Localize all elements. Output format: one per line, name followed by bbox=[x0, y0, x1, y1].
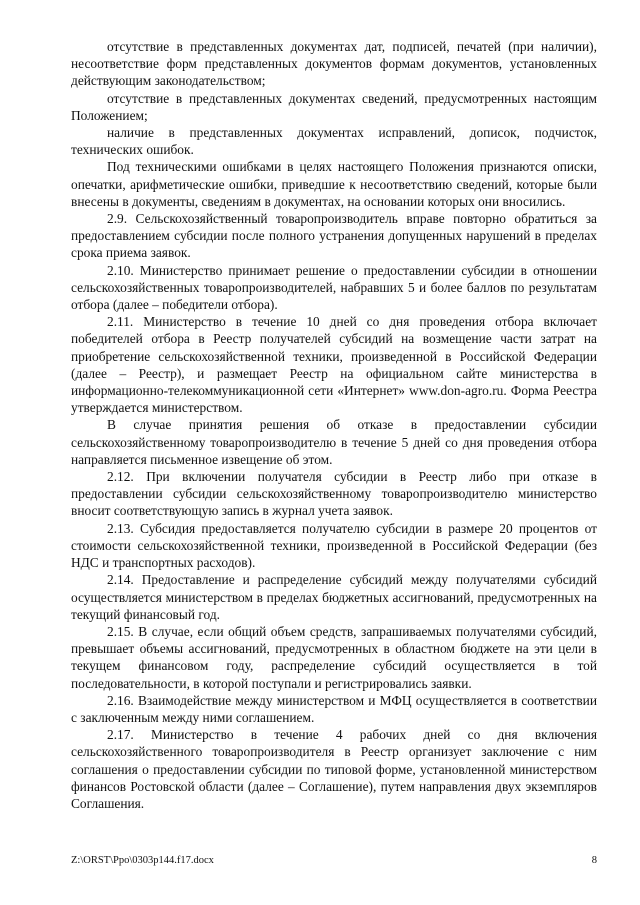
paragraph-missing-dates: отсутствие в представленных документах дат, подписей, печатей (при наличии), несоответствие форм представленных документов формам документов, установленных действующим законодательством; bbox=[71, 39, 597, 89]
clause-2-15: 2.15. В случае, если общий объем средств, запрашиваемых получателями субсидий, превышает объемы ассигнований, предусмотренных в областном бюджете на эти цели в текущем финансовом году, распределение субсидий осуществляется в той последовательности, в которой поступали и регистрировались заявки. bbox=[71, 623, 597, 691]
clause-2-11: 2.11. Министерство в течение 10 дней со дня проведения отбора включает победителей отбора в Реестр получателей субсидий на возмещение части затрат на приобретение сельскохозяйственной техники, произведенной в Российской Федерации (далее – Реестр), и размещает Реестр на официальном сайте министерства в информационно-телекоммуникационной сети «Интернет» www.don-agro.ru. Форма Реестра утверждается министерством. bbox=[71, 314, 597, 416]
clause-2-17: 2.17. Министерство в течение 4 рабочих дней со дня включения сельскохозяйственного товаропроизводителя в Реестр организует заключение с ним соглашения о предоставлении субсидии по типовой форме, установленной министерством финансов Ростовской области (далее – Соглашение), путем направления двух экземпляров Соглашения. bbox=[71, 727, 597, 811]
paragraph-missing-info: отсутствие в представленных документах сведений, предусмотренных настоящим Положением; bbox=[71, 90, 597, 123]
clause-2-10: 2.10. Министерство принимает решение о предоставлении субсидии в отношении сельскохозяйственных товаропроизводителей, набравших 5 и более баллов по результатам отбора (далее – победители отбора). bbox=[71, 262, 597, 313]
footer-file-path: Z:\ORST\Ppo\0303p144.f17.docx bbox=[71, 855, 214, 866]
paragraph-corrections: наличие в представленных документах исправлений, дописок, подчисток, технических ошибок. bbox=[71, 125, 597, 158]
clause-2-13: 2.13. Субсидия предоставляется получателю субсидии в размере 20 процентов от стоимости сельскохозяйственной техники, произведенной в Российской Федерации (без НДС и транспортных расходов). bbox=[71, 520, 597, 571]
clause-2-12: 2.12. При включении получателя субсидии в Реестр либо при отказе в предоставлении субсидии сельскохозяйственному товаропроизводителю министерство вносит соответствующую запись в журнал учета заявок. bbox=[71, 469, 597, 519]
paragraph-technical-errors: Под техническими ошибками в целях настоящего Положения признаются описки, опечатки, арифметические ошибки, приведшие к несоответствию сведений, которые были внесены в документы, сведениям в документах, на основании которых они вносились. bbox=[71, 159, 597, 209]
clause-2-9: 2.9. Сельскохозяйственный товаропроизводитель вправе повторно обратиться за предоставлением субсидии после полного устранения допущенных нарушений в пределах срока приема заявок. bbox=[71, 211, 597, 261]
paragraph-refusal-notice: В случае принятия решения об отказе в предоставлении субсидии сельскохозяйственному товаропроизводителю в течение 5 дней со дня проведения отбора направляется письменное извещение об этом. bbox=[71, 417, 597, 467]
clause-2-14: 2.14. Предоставление и распределение субсидий между получателями субсидий осуществляется министерством в пределах бюджетных ассигнований, предусмотренных на текущий финансовый год. bbox=[71, 572, 597, 622]
page-number: 8 bbox=[591, 855, 597, 866]
document-body bbox=[71, 38, 597, 812]
clause-2-16: 2.16. Взаимодействие между министерством и МФЦ осуществляется в соответствии с заключенным между ними соглашением. bbox=[71, 692, 597, 725]
